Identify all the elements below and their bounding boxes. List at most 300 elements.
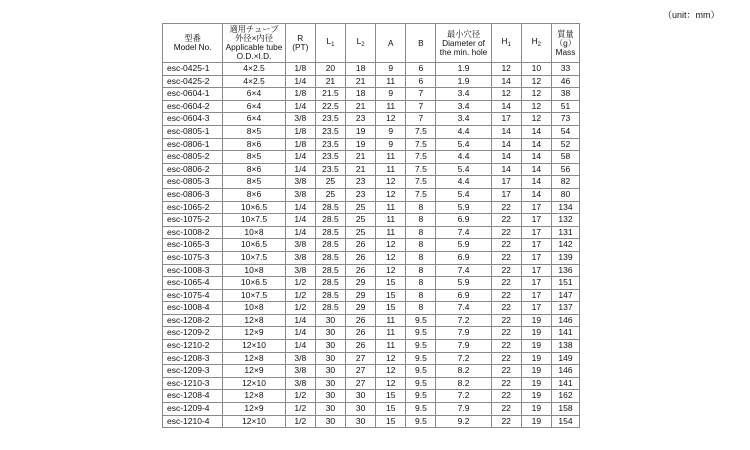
- a-cell: 15: [376, 289, 406, 302]
- header-l2-sub: 2: [361, 41, 365, 48]
- h2-cell: 19: [521, 390, 551, 403]
- l1-cell: 25: [315, 188, 345, 201]
- table-row: [163, 377, 580, 390]
- mass-cell: 56: [551, 163, 579, 176]
- header-b: B: [406, 24, 436, 63]
- l2-cell: 23: [346, 188, 376, 201]
- h1-cell: 14: [491, 138, 521, 151]
- h1-cell: 22: [491, 201, 521, 214]
- table-row: [163, 176, 580, 189]
- l2-cell: 18: [346, 63, 376, 76]
- mass-cell: 146: [551, 365, 579, 378]
- tube-size-cell: 12×9: [223, 327, 285, 340]
- l1-cell: 28.5: [315, 264, 345, 277]
- thread-cell: 1/8: [285, 63, 315, 76]
- model-cell: esc-1209-2: [163, 327, 223, 340]
- h2-cell: 17: [521, 251, 551, 264]
- tube-size-cell: 12×8: [223, 314, 285, 327]
- mass-cell: 141: [551, 327, 579, 340]
- table-row: [163, 75, 580, 88]
- header-model-jp: 型番: [184, 33, 201, 43]
- l2-cell: 26: [346, 239, 376, 252]
- mass-cell: 147: [551, 289, 579, 302]
- mass-cell: 132: [551, 214, 579, 227]
- l2-cell: 26: [346, 327, 376, 340]
- a-cell: 9: [376, 63, 406, 76]
- l1-cell: 23.5: [315, 125, 345, 138]
- mass-cell: 80: [551, 188, 579, 201]
- min-hole-cell: 7.4: [436, 302, 491, 315]
- h2-cell: 19: [521, 403, 551, 416]
- l1-cell: 22.5: [315, 100, 345, 113]
- l1-cell: 28.5: [315, 277, 345, 290]
- a-cell: 11: [376, 151, 406, 164]
- model-cell: esc-1209-4: [163, 403, 223, 416]
- table-row: [163, 138, 580, 151]
- h1-cell: 22: [491, 251, 521, 264]
- mass-cell: 73: [551, 113, 579, 126]
- header-h2-base: H: [531, 35, 538, 46]
- min-hole-cell: 7.9: [436, 327, 491, 340]
- tube-size-cell: 12×9: [223, 403, 285, 416]
- thread-cell: 3/8: [285, 251, 315, 264]
- l2-cell: 30: [346, 403, 376, 416]
- l1-cell: 23.5: [315, 151, 345, 164]
- a-cell: 15: [376, 277, 406, 290]
- min-hole-cell: 4.4: [436, 176, 491, 189]
- h1-cell: 14: [491, 125, 521, 138]
- model-cell: esc-1075-4: [163, 289, 223, 302]
- mass-cell: 46: [551, 75, 579, 88]
- table-row: [163, 163, 580, 176]
- mass-cell: 51: [551, 100, 579, 113]
- h2-cell: 12: [521, 100, 551, 113]
- h1-cell: 22: [491, 415, 521, 428]
- tube-size-cell: 4×2.5: [223, 75, 285, 88]
- min-hole-cell: 7.4: [436, 264, 491, 277]
- table-row: [163, 100, 580, 113]
- l1-cell: 30: [315, 365, 345, 378]
- table-row: [163, 415, 580, 428]
- model-cell: esc-0806-2: [163, 163, 223, 176]
- thread-cell: 3/8: [285, 113, 315, 126]
- l1-cell: 28.5: [315, 214, 345, 227]
- b-cell: 7: [406, 88, 436, 101]
- h1-cell: 22: [491, 403, 521, 416]
- l1-cell: 30: [315, 403, 345, 416]
- header-mass-jp: 質量: [557, 28, 574, 39]
- thread-cell: 3/8: [285, 352, 315, 365]
- model-cell: esc-1008-4: [163, 302, 223, 315]
- header-thread-r: [285, 24, 315, 63]
- mass-cell: 82: [551, 176, 579, 189]
- thread-cell: 1/4: [285, 100, 315, 113]
- min-hole-cell: 5.9: [436, 277, 491, 290]
- thread-cell: 1/8: [285, 138, 315, 151]
- l1-cell: 30: [315, 340, 345, 353]
- h2-cell: 19: [521, 365, 551, 378]
- table-row: [163, 302, 580, 315]
- table-row: [163, 264, 580, 277]
- l2-cell: 21: [346, 100, 376, 113]
- header-l2: [346, 24, 376, 63]
- min-hole-cell: 5.4: [436, 163, 491, 176]
- l1-cell: 21: [315, 75, 345, 88]
- tube-size-cell: 10×6.5: [223, 277, 285, 290]
- b-cell: 8: [406, 239, 436, 252]
- h1-cell: 14: [491, 75, 521, 88]
- thread-cell: 1/2: [285, 277, 315, 290]
- table-row: [163, 125, 580, 138]
- header-a: A: [376, 24, 406, 63]
- table-row: [163, 63, 580, 76]
- b-cell: 7.5: [406, 188, 436, 201]
- header-hole-jp: 最小穴径: [446, 28, 481, 39]
- table-row: [163, 113, 580, 126]
- model-cell: esc-1075-2: [163, 214, 223, 227]
- h2-cell: 17: [521, 264, 551, 277]
- l1-cell: 28.5: [315, 226, 345, 239]
- a-cell: 15: [376, 302, 406, 315]
- table-row: [163, 314, 580, 327]
- header-h1-base: H: [501, 35, 508, 46]
- tube-size-cell: 4×2.5: [223, 63, 285, 76]
- l1-cell: 30: [315, 377, 345, 390]
- l1-cell: 28.5: [315, 239, 345, 252]
- model-cell: esc-0425-1: [163, 63, 223, 76]
- thread-cell: 1/4: [285, 340, 315, 353]
- header-tube-en-2: O.D.×I.D.: [236, 51, 272, 61]
- h2-cell: 14: [521, 163, 551, 176]
- a-cell: 12: [376, 188, 406, 201]
- h1-cell: 22: [491, 289, 521, 302]
- model-cell: esc-0604-3: [163, 113, 223, 126]
- mass-cell: 154: [551, 415, 579, 428]
- mass-cell: 134: [551, 201, 579, 214]
- a-cell: 12: [376, 264, 406, 277]
- mass-cell: 137: [551, 302, 579, 315]
- min-hole-cell: 5.4: [436, 138, 491, 151]
- table-row: [163, 226, 580, 239]
- l2-cell: 21: [346, 163, 376, 176]
- b-cell: 6: [406, 75, 436, 88]
- mass-cell: 141: [551, 377, 579, 390]
- min-hole-cell: 1.9: [436, 63, 491, 76]
- min-hole-cell: 7.9: [436, 403, 491, 416]
- h2-cell: 12: [521, 75, 551, 88]
- table-row: [163, 188, 580, 201]
- tube-size-cell: 12×9: [223, 365, 285, 378]
- tube-size-cell: 8×6: [223, 138, 285, 151]
- header-mass: [551, 24, 579, 63]
- table-row: [163, 352, 580, 365]
- h1-cell: 22: [491, 226, 521, 239]
- model-cell: esc-0806-3: [163, 188, 223, 201]
- h2-cell: 17: [521, 302, 551, 315]
- tube-size-cell: 10×7.5: [223, 251, 285, 264]
- b-cell: 8: [406, 302, 436, 315]
- header-l1-base: L: [326, 35, 332, 46]
- h2-cell: 17: [521, 277, 551, 290]
- l2-cell: 27: [346, 365, 376, 378]
- header-mass-en: Mass: [555, 46, 576, 57]
- h1-cell: 22: [491, 327, 521, 340]
- tube-size-cell: 8×6: [223, 188, 285, 201]
- model-cell: esc-1208-3: [163, 352, 223, 365]
- model-cell: esc-1008-2: [163, 226, 223, 239]
- h1-cell: 22: [491, 314, 521, 327]
- min-hole-cell: 7.2: [436, 314, 491, 327]
- model-cell: esc-1210-3: [163, 377, 223, 390]
- table-row: [163, 327, 580, 340]
- table-row: [163, 390, 580, 403]
- l1-cell: 30: [315, 352, 345, 365]
- a-cell: 12: [376, 377, 406, 390]
- min-hole-cell: 7.4: [436, 226, 491, 239]
- min-hole-cell: 6.9: [436, 214, 491, 227]
- thread-cell: 1/4: [285, 226, 315, 239]
- tube-size-cell: 10×8: [223, 264, 285, 277]
- model-cell: esc-0805-2: [163, 151, 223, 164]
- a-cell: 11: [376, 214, 406, 227]
- model-cell: esc-1008-3: [163, 264, 223, 277]
- tube-size-cell: 8×5: [223, 176, 285, 189]
- l1-cell: 28.5: [315, 251, 345, 264]
- tube-size-cell: 10×7.5: [223, 214, 285, 227]
- h2-cell: 17: [521, 201, 551, 214]
- thread-cell: 1/4: [285, 214, 315, 227]
- h1-cell: 14: [491, 151, 521, 164]
- l2-cell: 30: [346, 415, 376, 428]
- mass-cell: 58: [551, 151, 579, 164]
- h1-cell: 22: [491, 214, 521, 227]
- h2-cell: 17: [521, 239, 551, 252]
- l1-cell: 28.5: [315, 201, 345, 214]
- min-hole-cell: 8.2: [436, 377, 491, 390]
- unit-note: （unit：mm）: [663, 10, 720, 20]
- b-cell: 8: [406, 277, 436, 290]
- tube-size-cell: 12×10: [223, 415, 285, 428]
- header-h2-sub: 2: [537, 41, 541, 48]
- h2-cell: 19: [521, 327, 551, 340]
- tube-size-cell: 12×10: [223, 377, 285, 390]
- b-cell: 6: [406, 63, 436, 76]
- mass-cell: 136: [551, 264, 579, 277]
- header-tube-jp-2: 外径×内径: [234, 33, 274, 43]
- h1-cell: 22: [491, 390, 521, 403]
- b-cell: 7.5: [406, 125, 436, 138]
- min-hole-cell: 3.4: [436, 113, 491, 126]
- l2-cell: 27: [346, 377, 376, 390]
- a-cell: 11: [376, 163, 406, 176]
- min-hole-cell: 3.4: [436, 100, 491, 113]
- tube-size-cell: 6×4: [223, 100, 285, 113]
- thread-cell: 1/4: [285, 75, 315, 88]
- a-cell: 11: [376, 226, 406, 239]
- b-cell: 7: [406, 113, 436, 126]
- l2-cell: 29: [346, 277, 376, 290]
- b-cell: 9.5: [406, 403, 436, 416]
- mass-cell: 162: [551, 390, 579, 403]
- a-cell: 11: [376, 340, 406, 353]
- tube-size-cell: 10×6.5: [223, 239, 285, 252]
- thread-cell: 1/4: [285, 163, 315, 176]
- a-cell: 12: [376, 113, 406, 126]
- header-min-hole: [436, 24, 491, 63]
- header-h1: [491, 24, 521, 63]
- header-h1-sub: 1: [507, 41, 511, 48]
- b-cell: 8: [406, 289, 436, 302]
- l1-cell: 20: [315, 63, 345, 76]
- h1-cell: 12: [491, 63, 521, 76]
- a-cell: 11: [376, 314, 406, 327]
- thread-cell: 1/8: [285, 125, 315, 138]
- header-hole-en-1: Diameter of: [442, 37, 485, 48]
- header-l1-sub: 1: [331, 41, 335, 48]
- mass-cell: 38: [551, 88, 579, 101]
- model-cell: esc-0805-1: [163, 125, 223, 138]
- table-row: [163, 239, 580, 252]
- table-row: [163, 251, 580, 264]
- l2-cell: 23: [346, 176, 376, 189]
- b-cell: 9.5: [406, 377, 436, 390]
- min-hole-cell: 9.2: [436, 415, 491, 428]
- tube-size-cell: 10×7.5: [223, 289, 285, 302]
- tube-size-cell: 8×6: [223, 163, 285, 176]
- model-cell: esc-0806-1: [163, 138, 223, 151]
- min-hole-cell: 7.2: [436, 390, 491, 403]
- a-cell: 9: [376, 125, 406, 138]
- b-cell: 9.5: [406, 390, 436, 403]
- h1-cell: 14: [491, 163, 521, 176]
- b-cell: 8: [406, 251, 436, 264]
- l2-cell: 26: [346, 314, 376, 327]
- a-cell: 11: [376, 327, 406, 340]
- h1-cell: 22: [491, 340, 521, 353]
- l2-cell: 26: [346, 340, 376, 353]
- header-l1: [315, 24, 345, 63]
- thread-cell: 3/8: [285, 188, 315, 201]
- a-cell: 15: [376, 415, 406, 428]
- h1-cell: 12: [491, 88, 521, 101]
- spec-table-body: [163, 63, 580, 428]
- l2-cell: 19: [346, 125, 376, 138]
- mass-cell: 149: [551, 352, 579, 365]
- h2-cell: 19: [521, 377, 551, 390]
- l2-cell: 27: [346, 352, 376, 365]
- l2-cell: 29: [346, 289, 376, 302]
- a-cell: 15: [376, 390, 406, 403]
- b-cell: 8: [406, 264, 436, 277]
- tube-size-cell: 6×4: [223, 88, 285, 101]
- b-cell: 9.5: [406, 327, 436, 340]
- min-hole-cell: 1.9: [436, 75, 491, 88]
- h2-cell: 14: [521, 176, 551, 189]
- a-cell: 9: [376, 138, 406, 151]
- min-hole-cell: 6.9: [436, 289, 491, 302]
- h2-cell: 10: [521, 63, 551, 76]
- b-cell: 7: [406, 100, 436, 113]
- h2-cell: 14: [521, 138, 551, 151]
- h1-cell: 22: [491, 264, 521, 277]
- mass-cell: 139: [551, 251, 579, 264]
- a-cell: 12: [376, 251, 406, 264]
- model-cell: esc-1210-4: [163, 415, 223, 428]
- b-cell: 7.5: [406, 138, 436, 151]
- mass-cell: 158: [551, 403, 579, 416]
- l1-cell: 30: [315, 327, 345, 340]
- min-hole-cell: 5.4: [436, 188, 491, 201]
- tube-size-cell: 6×4: [223, 113, 285, 126]
- a-cell: 11: [376, 201, 406, 214]
- a-cell: 11: [376, 75, 406, 88]
- h2-cell: 12: [521, 88, 551, 101]
- mass-cell: 138: [551, 340, 579, 353]
- l1-cell: 25: [315, 176, 345, 189]
- l2-cell: 18: [346, 88, 376, 101]
- model-cell: esc-1208-4: [163, 390, 223, 403]
- model-cell: esc-0805-3: [163, 176, 223, 189]
- l1-cell: 30: [315, 390, 345, 403]
- model-cell: esc-1065-2: [163, 201, 223, 214]
- thread-cell: 1/4: [285, 314, 315, 327]
- thread-cell: 1/2: [285, 390, 315, 403]
- h2-cell: 17: [521, 226, 551, 239]
- b-cell: 9.5: [406, 365, 436, 378]
- l2-cell: 23: [346, 113, 376, 126]
- mass-cell: 33: [551, 63, 579, 76]
- table-row: [163, 340, 580, 353]
- a-cell: 12: [376, 239, 406, 252]
- a-cell: 11: [376, 100, 406, 113]
- l2-cell: 26: [346, 264, 376, 277]
- table-row: [163, 365, 580, 378]
- table-row: [163, 403, 580, 416]
- mass-cell: 54: [551, 125, 579, 138]
- thread-cell: 1/2: [285, 415, 315, 428]
- header-r-unit: (PT): [292, 42, 309, 52]
- tube-size-cell: 10×6.5: [223, 201, 285, 214]
- b-cell: 9.5: [406, 415, 436, 428]
- h2-cell: 19: [521, 415, 551, 428]
- l2-cell: 25: [346, 214, 376, 227]
- header-model-en: Model No.: [173, 42, 212, 52]
- l1-cell: 28.5: [315, 302, 345, 315]
- model-cell: esc-1208-2: [163, 314, 223, 327]
- header-r-label: R: [297, 33, 304, 43]
- thread-cell: 1/2: [285, 289, 315, 302]
- l2-cell: 30: [346, 390, 376, 403]
- b-cell: 7.5: [406, 176, 436, 189]
- table-row: [163, 289, 580, 302]
- h2-cell: 14: [521, 125, 551, 138]
- tube-size-cell: 12×8: [223, 352, 285, 365]
- b-cell: 8: [406, 226, 436, 239]
- b-cell: 8: [406, 214, 436, 227]
- min-hole-cell: 6.9: [436, 251, 491, 264]
- tube-size-cell: 8×5: [223, 151, 285, 164]
- h1-cell: 22: [491, 302, 521, 315]
- b-cell: 9.5: [406, 340, 436, 353]
- thread-cell: 1/4: [285, 201, 315, 214]
- thread-cell: 1/2: [285, 403, 315, 416]
- min-hole-cell: 4.4: [436, 151, 491, 164]
- model-cell: esc-1209-3: [163, 365, 223, 378]
- h2-cell: 19: [521, 352, 551, 365]
- table-row: [163, 214, 580, 227]
- header-h2: [521, 24, 551, 63]
- model-cell: esc-1075-3: [163, 251, 223, 264]
